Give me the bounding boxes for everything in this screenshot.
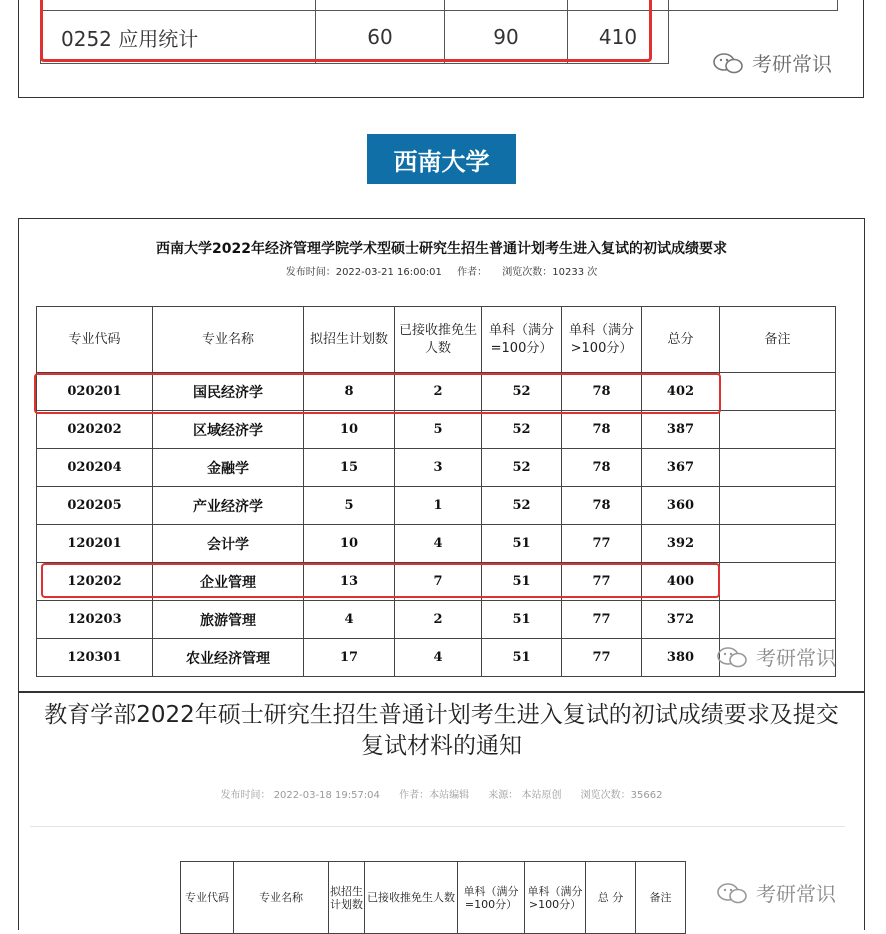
column-header: 专业代码 (37, 307, 153, 373)
exempt-count: 4 (395, 639, 482, 677)
watermark (716, 642, 836, 671)
exempt-count: 7 (395, 563, 482, 601)
watermark-text: 考研常识 (756, 882, 836, 906)
remark (720, 563, 836, 601)
plan-count: 10 (304, 411, 395, 449)
major-name: 国民经济学 (153, 373, 304, 411)
highlight-box (34, 373, 721, 414)
exempt-count: 4 (395, 525, 482, 563)
column-header: 单科（满分>100分） (562, 307, 642, 373)
score-table (36, 306, 836, 677)
author: 作者： (457, 267, 488, 278)
plan-count: 13 (304, 563, 395, 601)
major-code: 020201 (37, 373, 153, 411)
remark (720, 449, 836, 487)
column-header: 备注 (636, 862, 686, 934)
view-count: 浏览次数：35662 (580, 790, 663, 801)
table-row (37, 525, 836, 563)
column-header: 总分 (642, 307, 720, 373)
section-header: 西南大学 (367, 134, 516, 184)
single-over-100: 77 (562, 563, 642, 601)
highlight-box (40, 0, 652, 62)
major-name: 企业管理 (153, 563, 304, 601)
single-100: 51 (482, 563, 562, 601)
plan-count: 5 (304, 487, 395, 525)
table-row (37, 487, 836, 525)
wechat-icon (712, 52, 746, 74)
plan-count: 4 (304, 601, 395, 639)
table-row (37, 601, 836, 639)
column-header: 拟招生计划数 (329, 862, 365, 934)
table-header-row (37, 307, 836, 373)
column-header: 已接收推免生人数 (365, 862, 458, 934)
title-line: 教育学部2022年硕士研究生招生普通计划考生进入复试的初试成绩要求及提交 (44, 702, 839, 728)
major-code: 020202 (37, 411, 153, 449)
column-header: 拟招生计划数 (304, 307, 395, 373)
single-over-100: 78 (562, 449, 642, 487)
total-score: 360 (642, 487, 720, 525)
major-name: 旅游管理 (153, 601, 304, 639)
major-name: 金融学 (153, 449, 304, 487)
column-header: 单科（满分>100分） (525, 862, 586, 934)
major-code: 120203 (37, 601, 153, 639)
major-code: 120201 (37, 525, 153, 563)
total-score: 372 (642, 601, 720, 639)
plan-count: 15 (304, 449, 395, 487)
remark (720, 411, 836, 449)
major-name: 农业经济管理 (153, 639, 304, 677)
title-line: 复试材料的通知 (361, 733, 522, 759)
plan-count: 17 (304, 639, 395, 677)
column-header: 单科（满分=100分） (458, 862, 525, 934)
single-100: 51 (482, 639, 562, 677)
publish-time: 发布时间：2022-03-21 16:00:01 (285, 267, 442, 278)
table-row (37, 449, 836, 487)
document-meta (18, 786, 865, 801)
major-code: 120202 (37, 563, 153, 601)
column-header: 已接收推免生人数 (395, 307, 482, 373)
column-header: 总 分 (586, 862, 636, 934)
table-row (37, 411, 836, 449)
major-code: 120301 (37, 639, 153, 677)
plan-count-cell: 60 (316, 11, 445, 64)
exempt-count: 3 (395, 449, 482, 487)
author: 作者：本站编辑 (399, 790, 470, 801)
exempt-count: 5 (395, 411, 482, 449)
remark (720, 487, 836, 525)
column-header: 备注 (720, 307, 836, 373)
column-header: 专业名称 (234, 862, 329, 934)
single-100: 52 (482, 449, 562, 487)
document-title (30, 700, 853, 762)
score-table (180, 861, 686, 934)
single-over-100: 77 (562, 601, 642, 639)
total-score: 400 (642, 563, 720, 601)
watermark-text: 考研常识 (752, 52, 832, 76)
document-meta (18, 263, 865, 278)
total-score: 392 (642, 525, 720, 563)
major-name: 区域经济学 (153, 411, 304, 449)
plan-count: 10 (304, 525, 395, 563)
total-score-cell: 410 (568, 11, 669, 64)
highlight-box (41, 563, 720, 598)
single-over-100: 78 (562, 487, 642, 525)
remark (720, 525, 836, 563)
major-name-cell: 0252 应用统计 (41, 11, 316, 64)
wechat-icon (716, 646, 750, 668)
major-code: 020205 (37, 487, 153, 525)
major-name: 产业经济学 (153, 487, 304, 525)
column-header: 专业名称 (153, 307, 304, 373)
exempt-count: 1 (395, 487, 482, 525)
single-over-100: 78 (562, 373, 642, 411)
single-100: 52 (482, 373, 562, 411)
publish-time: 发布时间： 2022-03-18 19:57:04 (220, 790, 380, 801)
single-over-100: 77 (562, 525, 642, 563)
watermark (712, 48, 832, 77)
view-count: 浏览次数：10233 次 (502, 267, 598, 278)
column-header: 专业代码 (181, 862, 234, 934)
table-header-row (181, 862, 686, 934)
total-score: 387 (642, 411, 720, 449)
watermark (716, 878, 836, 907)
major-name: 会计学 (153, 525, 304, 563)
watermark-text: 考研常识 (756, 646, 836, 670)
single-100: 51 (482, 601, 562, 639)
total-score: 367 (642, 449, 720, 487)
exempt-count: 2 (395, 373, 482, 411)
single-over-100: 78 (562, 411, 642, 449)
divider (30, 826, 845, 827)
major-code: 020204 (37, 449, 153, 487)
single-100: 52 (482, 411, 562, 449)
remark (720, 601, 836, 639)
total-score: 402 (642, 373, 720, 411)
single-100: 52 (482, 487, 562, 525)
wechat-icon (716, 882, 750, 904)
column-header: 单科（满分=100分） (482, 307, 562, 373)
total-score: 380 (642, 639, 720, 677)
document-title: 西南大学2022年经济管理学院学术型硕士研究生招生普通计划考生进入复试的初试成绩要求 (156, 241, 727, 257)
single-over-100: 77 (562, 639, 642, 677)
plan-count: 8 (304, 373, 395, 411)
remark (720, 373, 836, 411)
source: 来源： 本站原创 (488, 790, 562, 801)
exempt-count: 2 (395, 601, 482, 639)
single-100: 51 (482, 525, 562, 563)
single-score-cell: 90 (445, 11, 568, 64)
